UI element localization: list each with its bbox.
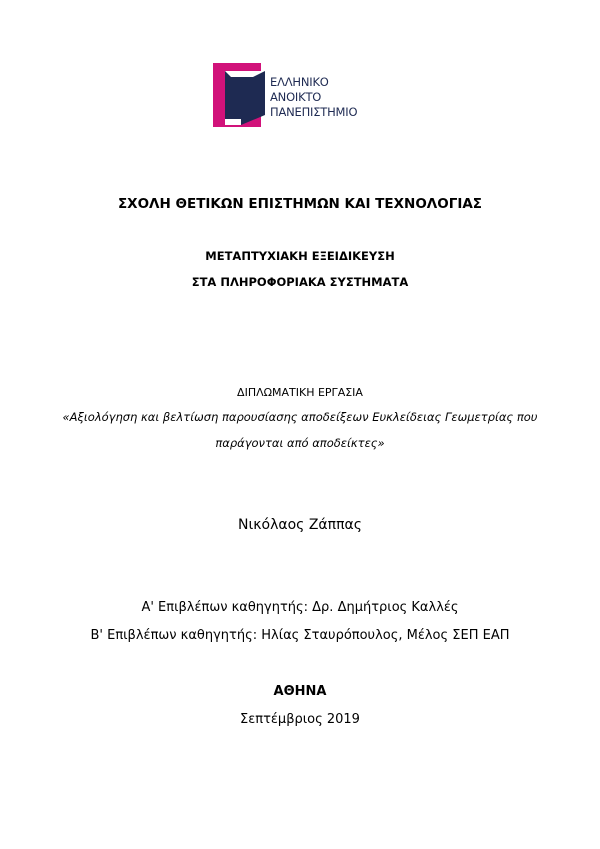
city: ΑΘΗΝΑ [273,684,327,699]
author-name: Νικόλαος Ζάππας [238,517,362,533]
university-logo [213,63,403,131]
logo-line-3: ΠΑΝΕΠΙΣΤΗΜΙΟ [270,105,358,119]
thesis-type: ΔΙΠΛΩΜΑΤΙΚΗ ΕΡΓΑΣΙΑ [237,386,363,399]
date: Σεπτέμβριος 2019 [240,712,360,727]
logo-line-1: ΕΛΛΗΝΙΚΟ [270,75,329,89]
first-supervisor: Α' Επιβλέπων καθηγητής: Δρ. Δημήτριος Καλλές [141,600,459,615]
thesis-title-line-2: παράγονται από αποδείκτες» [215,436,385,450]
school-name: ΣΧΟΛΗ ΘΕΤΙΚΩΝ ΕΠΙΣΤΗΜΩΝ ΚΑΙ ΤΕΧΝΟΛΟΓΙΑΣ [117,196,483,212]
specialization-line-2: ΣΤΑ ΠΛΗΡΟΦΟΡΙΑΚΑ ΣΥΣΤΗΜΑΤΑ [191,275,409,289]
thesis-title-line-1: «Αξιολόγηση και βελτίωση παρουσίασης αποδείξεων Ευκλείδειας Γεωμετρίας που [62,410,538,424]
specialization-line-1: ΜΕΤΑΠΤΥΧΙΑΚΗ ΕΞΕΙΔΙΚΕΥΣΗ [205,249,395,263]
hou-logo-mark-icon [213,63,269,131]
logo-wordmark [270,75,357,120]
logo-line-2: ΑΝΟΙΚΤΟ [270,90,322,104]
second-supervisor: Β' Επιβλέπων καθηγητής: Ηλίας Σταυρόπουλος, Μέλος ΣΕΠ ΕΑΠ [90,628,510,643]
